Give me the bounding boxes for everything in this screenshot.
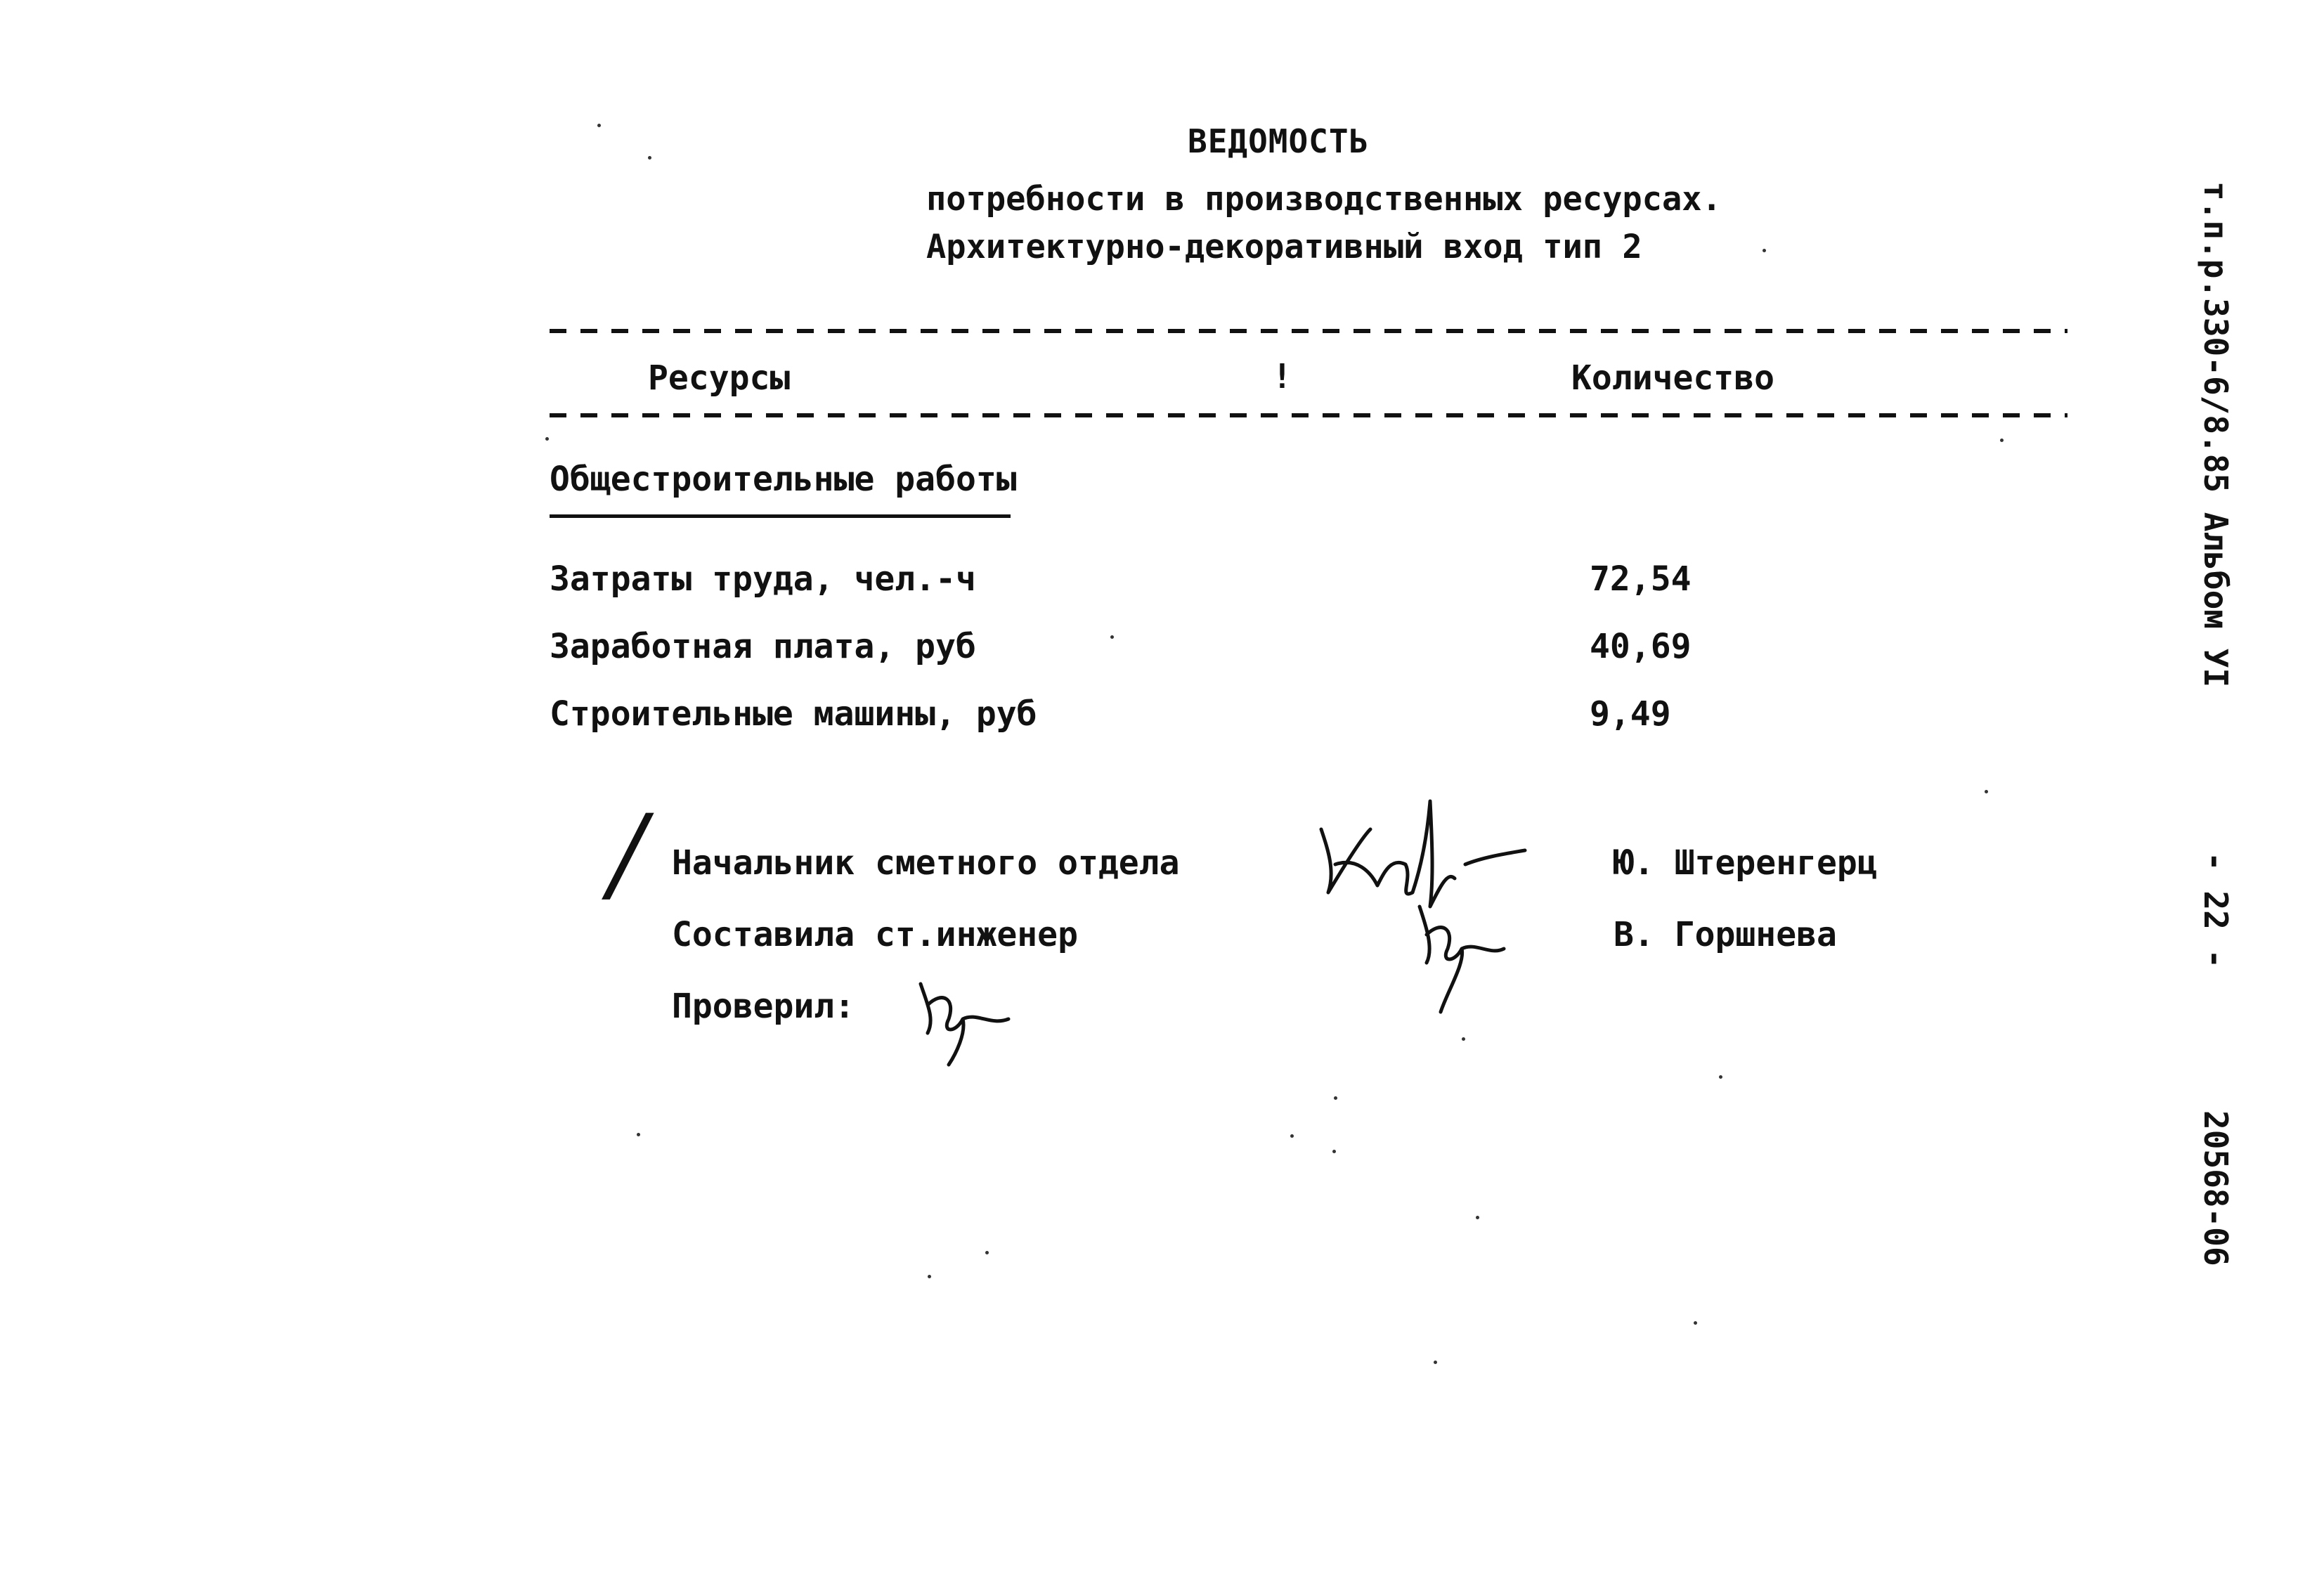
column-header-resources: Ресурсы bbox=[648, 358, 791, 398]
scan-speck bbox=[1110, 635, 1114, 639]
scan-speck bbox=[1334, 1096, 1337, 1100]
scan-speck bbox=[1719, 1075, 1722, 1079]
composer-signature bbox=[1398, 893, 1525, 1019]
scan-speck bbox=[1290, 1134, 1294, 1138]
table-row-value-machines: 9,49 bbox=[1590, 694, 1671, 734]
composer-name: В. Горшнева bbox=[1614, 915, 1837, 954]
scan-speck bbox=[1332, 1150, 1336, 1153]
column-header-separator: ! bbox=[1272, 357, 1292, 396]
table-row-value-labor: 72,54 bbox=[1590, 559, 1692, 599]
chief-estimator-name: Ю. Штеренгерц bbox=[1614, 843, 1878, 883]
table-top-rule bbox=[550, 329, 2067, 333]
section-title: Общестроительные работы bbox=[550, 460, 1017, 499]
scan-speck bbox=[1434, 1361, 1437, 1364]
checker-signature bbox=[907, 970, 1026, 1068]
document-subtitle-line2: Архитектурно-декоративный вход тип 2 bbox=[926, 228, 1642, 266]
table-row-value-wages: 40,69 bbox=[1590, 627, 1692, 666]
section-title-underline bbox=[550, 514, 1011, 518]
chief-estimator-title: Начальник сметного отдела bbox=[672, 843, 1180, 883]
scan-speck bbox=[545, 437, 549, 441]
side-stamp-number: 20568-06 bbox=[2197, 1110, 2235, 1266]
column-header-quantity: Количество bbox=[1571, 358, 1774, 398]
scan-speck bbox=[1476, 1216, 1479, 1219]
scan-speck bbox=[597, 124, 601, 127]
composer-title: Составила ст.инженер bbox=[672, 915, 1078, 954]
scan-speck bbox=[1985, 790, 1988, 793]
table-row-label-labor: Затраты труда, чел.-ч bbox=[550, 559, 976, 599]
scan-speck bbox=[1694, 1321, 1697, 1325]
table-row-label-wages: Заработная плата, руб bbox=[550, 627, 976, 666]
scan-speck bbox=[985, 1251, 989, 1254]
side-stamp-page: - 22 - bbox=[2197, 852, 2235, 969]
document-subtitle-line1: потребности в производственных ресурсах. bbox=[926, 180, 1722, 219]
side-stamp-code: т.п.р.330-6/8.85 Альбом УI bbox=[2197, 181, 2235, 688]
checked-label: Проверил: bbox=[672, 987, 855, 1026]
scan-speck bbox=[1763, 249, 1766, 252]
document-title: ВЕДОМОСТЬ bbox=[1188, 122, 1370, 160]
scan-speck bbox=[928, 1275, 931, 1278]
scan-speck bbox=[2000, 439, 2004, 442]
scan-speck bbox=[648, 156, 651, 160]
table-header-rule bbox=[550, 413, 2067, 417]
signature-bracket: / bbox=[610, 793, 646, 915]
table-row-label-machines: Строительные машины, руб bbox=[550, 694, 1037, 734]
scan-speck bbox=[1462, 1037, 1465, 1041]
scan-speck bbox=[637, 1133, 640, 1136]
